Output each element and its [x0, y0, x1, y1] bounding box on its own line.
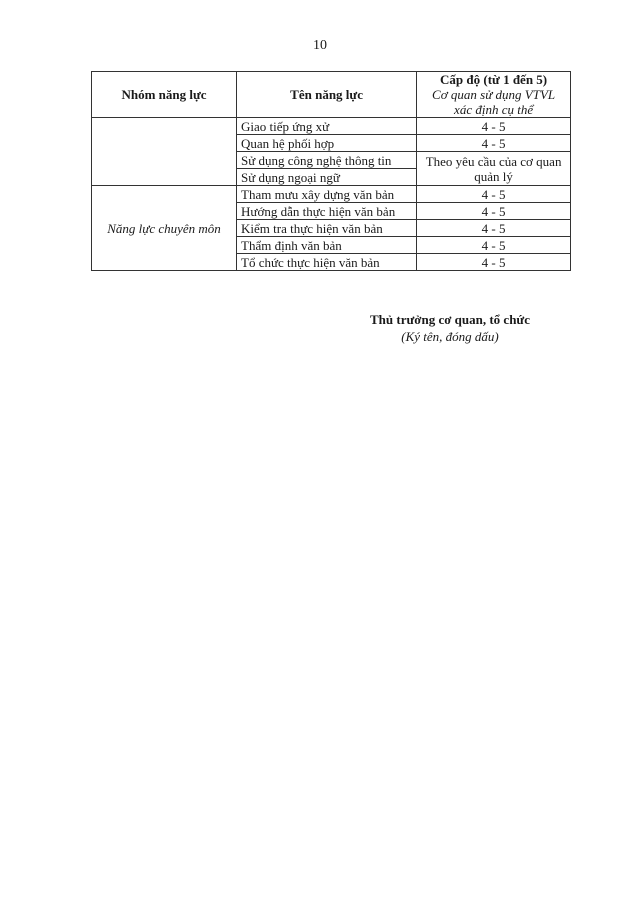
competency-name: Sử dụng công nghệ thông tin: [237, 152, 417, 169]
competency-level: 4 - 5: [417, 118, 571, 135]
header-group: Nhóm năng lực: [92, 72, 237, 118]
signature-block: [330, 312, 570, 345]
header-level-sub-1: Cơ quan sử dụng VTVL: [432, 87, 556, 102]
competency-level: 4 - 5: [417, 186, 571, 203]
competency-level: 4 - 5: [417, 237, 571, 254]
competency-name: Kiểm tra thực hiện văn bản: [237, 220, 417, 237]
signature-title: Thủ trưởng cơ quan, tổ chức: [369, 312, 531, 327]
page-number: 10: [313, 38, 327, 53]
competency-level: 4 - 5: [417, 220, 571, 237]
competency-name: Quan hệ phối hợp: [237, 135, 417, 152]
competency-level: 4 - 5: [417, 254, 571, 271]
header-name: Tên năng lực: [237, 72, 417, 118]
competency-name: Tham mưu xây dựng văn bản: [237, 186, 417, 203]
group-cell-professional: Năng lực chuyên môn: [92, 186, 237, 271]
competency-name: Giao tiếp ứng xử: [237, 118, 417, 135]
competency-name: Sử dụng ngoại ngữ: [237, 169, 417, 186]
header-level: [417, 72, 571, 118]
competency-name: Thẩm định văn bản: [237, 237, 417, 254]
header-level-title: Cấp độ (từ 1 đến 5): [440, 72, 548, 87]
competency-level: 4 - 5: [417, 135, 571, 152]
table-header-row: [92, 72, 571, 118]
competency-table: [91, 71, 571, 271]
competency-name: Tổ chức thực hiện văn bản: [237, 254, 417, 271]
signature-note: (Ký tên, đóng dấu): [401, 329, 499, 344]
competency-level: Theo yêu cầu của cơ quan quản lý: [417, 152, 571, 186]
table-row: [92, 186, 571, 203]
table-row: [92, 118, 571, 135]
competency-name: Hướng dẫn thực hiện văn bản: [237, 203, 417, 220]
group-cell-general: [92, 118, 237, 186]
header-level-sub-2: xác định cụ thể: [454, 102, 534, 117]
competency-level: 4 - 5: [417, 203, 571, 220]
